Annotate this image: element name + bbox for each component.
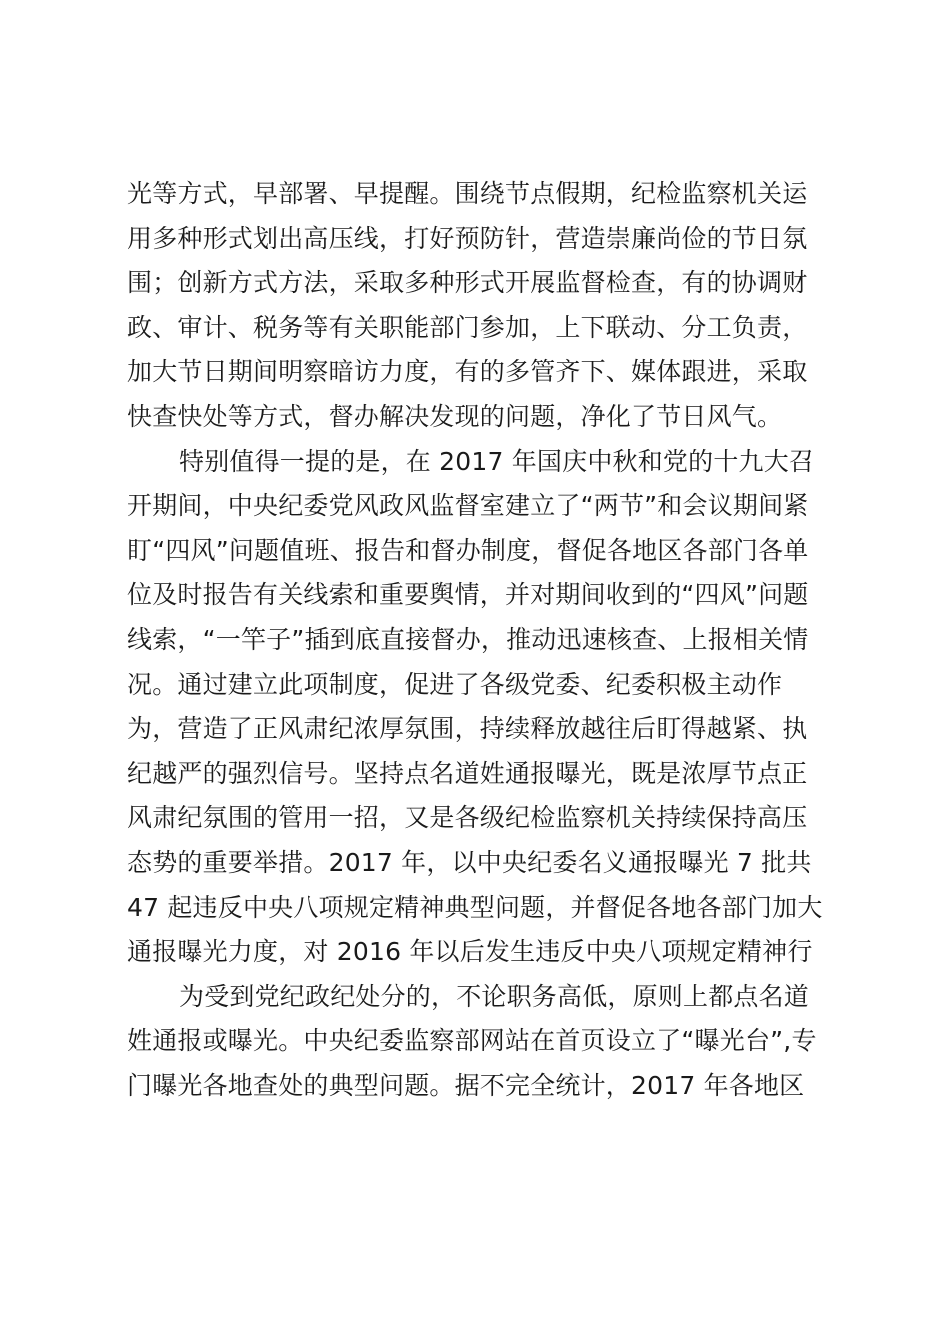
text-line: 纪越严的强烈信号。坚持点名道姓通报曝光，既是浓厚节点正 — [127, 758, 808, 788]
text-line: 开期间，中央纪委党风政风监督室建立了“两节”和会议期间紧 — [127, 491, 809, 521]
text-line: 通报曝光力度，对 2016 年以后发生违反中央八项规定精神行 — [127, 937, 813, 967]
text-line: 光等方式，早部署、早提醒。围绕节点假期，纪检监察机关运 — [127, 179, 808, 208]
paragraph-start-line: 为受到党纪政纪处分的，不论职务高低，原则上都点名道 — [179, 981, 810, 1011]
text-line: 态势的重要举措。2017 年，以中央纪委名义通报曝光 7 批共 — [127, 847, 812, 877]
text-line: 姓通报或曝光。中央纪委监察部网站在首页设立了“曝光台”,专 — [127, 1026, 817, 1056]
body-text — [127, 172, 827, 1108]
text-line: 风肃纪氛围的管用一招，又是各级纪检监察机关持续保持高压 — [127, 803, 808, 833]
text-line: 47 起违反中央八项规定精神典型问题，并督促各地各部门加大 — [127, 892, 823, 922]
text-line: 况。通过建立此项制度，促进了各级党委、纪委积极主动作 — [127, 669, 783, 699]
text-line: 线索，“一竿子”插到底直接督办，推动迅速核查、上报相关情 — [127, 624, 809, 654]
text-line: 盯“四风”问题值班、报告和督办制度，督促各地区各部门各单 — [127, 535, 809, 565]
text-line: 政、审计、税务等有关职能部门参加，上下联动、分工负责， — [127, 312, 808, 342]
text-line: 位及时报告有关线索和重要舆情，并对期间收到的“四风”问题 — [127, 580, 809, 610]
text-line: 围；创新方式方法，采取多种形式开展监督检查，有的协调财 — [127, 268, 808, 298]
text-line: 加大节日期间明察暗访力度，有的多管齐下、媒体跟进，采取 — [127, 357, 808, 387]
text-line: 快查快处等方式，督办解决发现的问题，净化了节日风气。 — [127, 401, 783, 431]
text-line: 为，营造了正风肃纪浓厚氛围，持续释放越往后盯得越紧、执 — [127, 714, 808, 744]
text-line: 门曝光各地查处的典型问题。据不完全统计，2017 年各地区 — [127, 1070, 805, 1100]
paragraph-start-line: 特别值得一提的是，在 2017 年国庆中秋和党的十九大召 — [179, 446, 815, 476]
text-line: 用多种形式划出高压线，打好预防针，营造崇廉尚俭的节日氛 — [127, 223, 808, 253]
